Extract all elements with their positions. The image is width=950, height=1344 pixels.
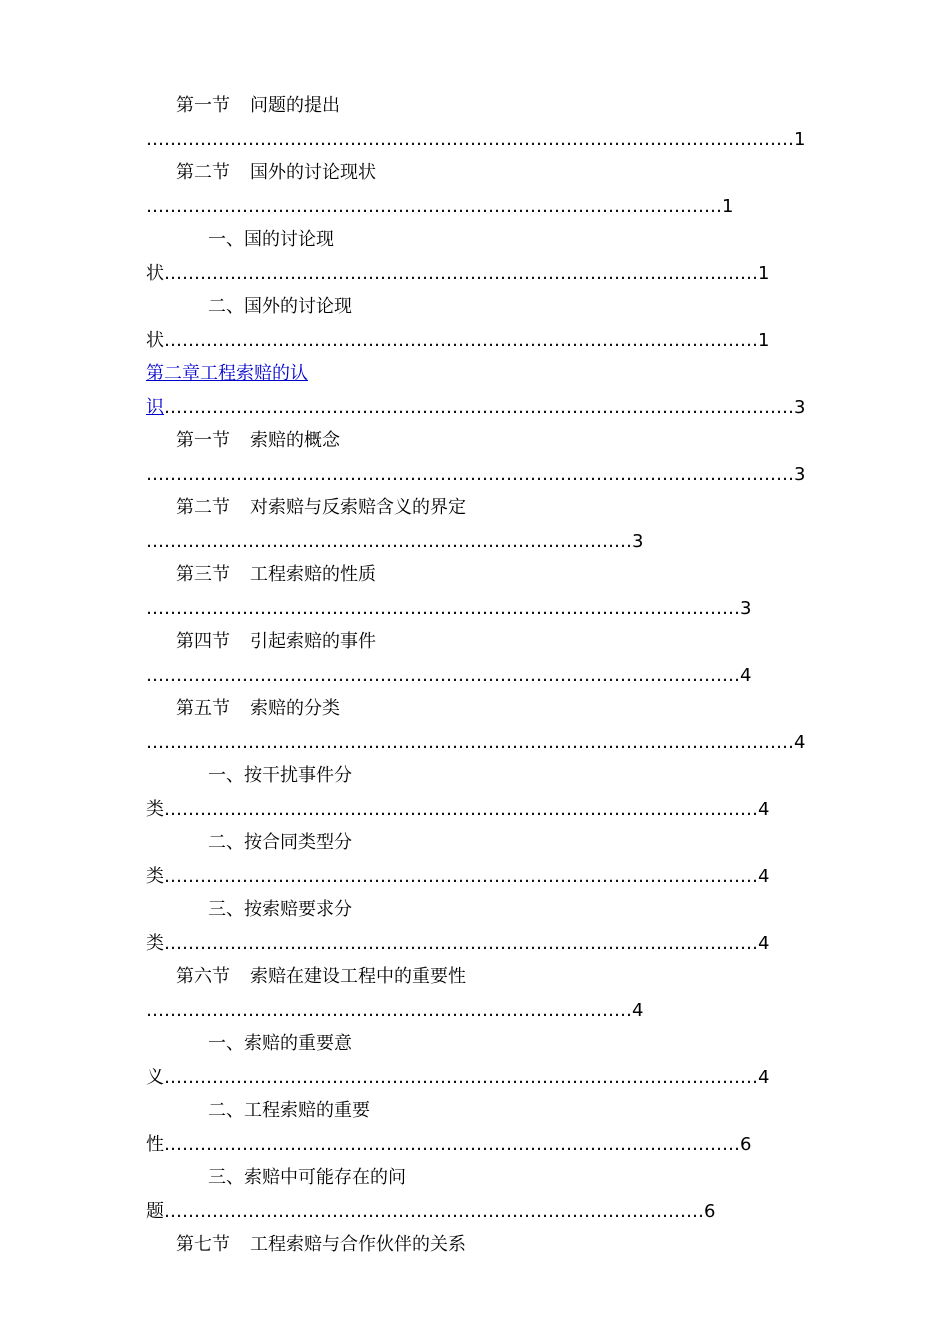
page-number: 4 (632, 1000, 644, 1021)
toc-entry-title (208, 295, 352, 319)
toc-entry-leader (146, 195, 736, 219)
toc-entry-leader (146, 1133, 766, 1157)
dot-leader: …………………………………………………………………………………… (164, 1134, 740, 1155)
sub-title: 按索赔要求分 (244, 899, 352, 920)
section-title: 索赔的分类 (250, 698, 340, 719)
toc-entry-leader (146, 932, 786, 956)
sub-title: 工程索赔的重要 (244, 1100, 370, 1121)
page-number: 4 (740, 665, 752, 686)
sub-number: 一、 (208, 1033, 244, 1054)
toc-entry-leader (146, 463, 806, 487)
page-number: 6 (740, 1134, 752, 1155)
page-number: 4 (758, 799, 770, 820)
lead-text: 类 (146, 799, 164, 820)
section-title: 工程索赔与合作伙伴的关系 (250, 1234, 466, 1255)
toc-entry-leader (146, 999, 646, 1023)
toc-entry-leader (146, 396, 816, 420)
toc-entry-title (208, 764, 352, 788)
section-title: 工程索赔的性质 (250, 564, 376, 585)
toc-entry-leader (146, 798, 786, 822)
dot-leader: ……………………………………………………………………………………… (146, 665, 740, 686)
toc-entry-title (208, 228, 334, 252)
section-number: 第一节 (176, 95, 230, 116)
toc-entry-leader (146, 530, 646, 554)
section-number: 第一节 (176, 430, 230, 451)
toc-entry-leader (146, 262, 786, 286)
toc-entry-title (176, 563, 376, 587)
toc-entry-title (176, 496, 466, 520)
dot-leader: ……………………………………………………………………………………………… (146, 129, 794, 150)
dot-leader: …………………………………………………………………………………………… (164, 397, 794, 418)
toc-entry-leader (146, 731, 806, 755)
lead-text: 状 (146, 330, 164, 351)
section-title: 国外的讨论现状 (250, 162, 376, 183)
sub-number: 二、 (208, 1100, 244, 1121)
toc-entry-leader (146, 329, 786, 353)
sub-title: 索赔中可能存在的问 (244, 1167, 406, 1188)
section-number: 第六节 (176, 966, 230, 987)
toc-entry-title (176, 697, 340, 721)
dot-leader: ……………………………………………………………………………………… (164, 263, 758, 284)
sub-title: 国外的讨论现 (244, 296, 352, 317)
section-title: 问题的提出 (250, 95, 340, 116)
page-number: 4 (794, 732, 806, 753)
sub-number: 一、 (208, 229, 244, 250)
dot-leader: ……………………………………………………………………………… (164, 1201, 704, 1222)
sub-title: 按干扰事件分 (244, 765, 352, 786)
toc-entry-title (208, 1099, 370, 1123)
dot-leader: ……………………………………………………………………… (146, 1000, 632, 1021)
toc-entry-title (208, 831, 352, 855)
toc-entry-title (208, 1032, 352, 1056)
sub-title: 国的讨论现 (244, 229, 334, 250)
dot-leader: ……………………………………………………………………………………… (164, 866, 758, 887)
toc-entry-leader (146, 1200, 716, 1224)
section-number: 第四节 (176, 631, 230, 652)
section-number: 第七节 (176, 1234, 230, 1255)
section-number: 第三节 (176, 564, 230, 585)
toc-entry-leader (146, 128, 806, 152)
lead-text: 性 (146, 1134, 164, 1155)
sub-number: 一、 (208, 765, 244, 786)
page-number: 4 (758, 933, 770, 954)
page-number: 4 (758, 866, 770, 887)
toc-entry-title (208, 898, 352, 922)
section-title: 索赔在建设工程中的重要性 (250, 966, 466, 987)
toc-entry-title (176, 630, 376, 654)
toc-entry-title (176, 429, 340, 453)
sub-title: 按合同类型分 (244, 832, 352, 853)
page-number: 6 (704, 1201, 716, 1222)
toc-entry-title (176, 965, 466, 989)
toc-entry-title (176, 161, 376, 185)
dot-leader: ……………………………………………………………………… (146, 531, 632, 552)
lead-text: 类 (146, 866, 164, 887)
lead-text: 题 (146, 1201, 164, 1222)
dot-leader: …………………………………………………………………………………… (146, 196, 722, 217)
lead-text: 义 (146, 1067, 164, 1088)
sub-number: 三、 (208, 1167, 244, 1188)
page-number: 3 (740, 598, 752, 619)
sub-title: 索赔的重要意 (244, 1033, 352, 1054)
section-number: 第五节 (176, 698, 230, 719)
section-number: 第二节 (176, 497, 230, 518)
section-title: 索赔的概念 (250, 430, 340, 451)
page-number: 3 (794, 397, 806, 418)
toc-chapter-link[interactable] (146, 362, 308, 386)
dot-leader: ……………………………………………………………………………………………… (146, 732, 794, 753)
toc-entry-leader (146, 1066, 786, 1090)
sub-number: 三、 (208, 899, 244, 920)
page-number: 4 (758, 1067, 770, 1088)
lead-text: 类 (146, 933, 164, 954)
sub-number: 二、 (208, 296, 244, 317)
dot-leader: ……………………………………………………………………………………… (164, 799, 758, 820)
dot-leader: ……………………………………………………………………………………… (164, 1067, 758, 1088)
page-number: 1 (758, 330, 770, 351)
chapter-title-tail[interactable]: 识 (146, 397, 164, 418)
dot-leader: ……………………………………………………………………………………………… (146, 464, 794, 485)
lead-text: 状 (146, 263, 164, 284)
toc-entry-leader (146, 597, 766, 621)
page-number: 1 (722, 196, 734, 217)
page-number: 3 (632, 531, 644, 552)
sub-number: 二、 (208, 832, 244, 853)
toc-entry-leader (146, 865, 786, 889)
chapter-title[interactable]: 第二章工程索赔的认 (146, 363, 308, 384)
dot-leader: ……………………………………………………………………………………… (146, 598, 740, 619)
toc-entry-title (176, 1233, 466, 1257)
toc-entry-leader (146, 664, 766, 688)
dot-leader: ……………………………………………………………………………………… (164, 933, 758, 954)
toc-entry-title (208, 1166, 406, 1190)
toc-entry-title (176, 94, 340, 118)
page-number: 3 (794, 464, 806, 485)
section-title: 引起索赔的事件 (250, 631, 376, 652)
page-number: 1 (758, 263, 770, 284)
section-number: 第二节 (176, 162, 230, 183)
section-title: 对索赔与反索赔含义的界定 (250, 497, 466, 518)
page-number: 1 (794, 129, 806, 150)
dot-leader: ……………………………………………………………………………………… (164, 330, 758, 351)
